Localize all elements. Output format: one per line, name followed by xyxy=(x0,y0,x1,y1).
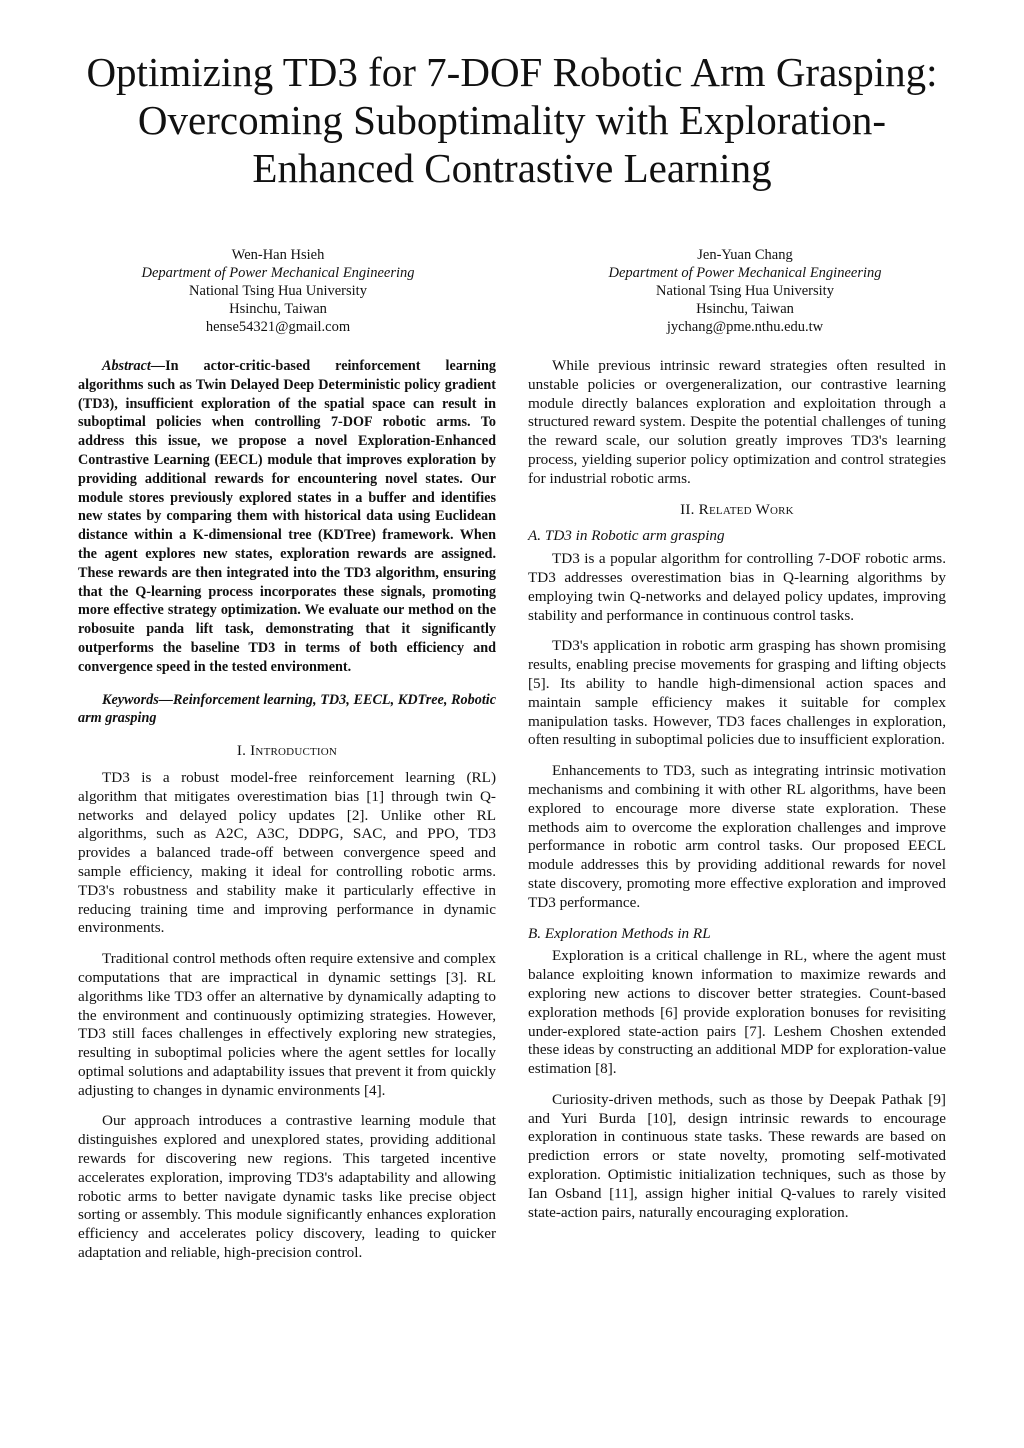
body-paragraph: Enhancements to TD3, such as integrating intrinsic motivation mechanisms and combining it with other RL algorithms, have been explored to encourage more diverse state exploration. These methods aim to overcome the exploration challenges and improve performance in robotic arm control tasks. Our proposed EECL module addresses this by providing additional rewards for novel state discovery, promoting more effective exploration and improved TD3 performance. xyxy=(528,762,946,911)
body-paragraph: TD3's application in robotic arm grasping has shown promising results, enabling precise movements for grasping and lifting objects [5]. Its ability to handle high-dimensional action spaces and maintain sample efficiency makes it suitable for complex manipulation tasks. However, TD3 faces challenges in exploration, often resulting in suboptimal policies due to insufficient exploration. xyxy=(528,637,946,749)
author-block-2 xyxy=(565,246,925,336)
body-paragraph: Traditional control methods often require extensive and complex computations that are impractical in dynamic settings [3]. RL algorithms like TD3 offer an alternative by dynamically adapting to the environment and continuously optimizing strategies. However, TD3 still faces challenges in effectively exploring new strategies, resulting in suboptimal policies where the agent settles for locally optimal solutions and adaptability issues that prevent it from quickly adjusting to changes in dynamic environments [4]. xyxy=(78,950,496,1099)
abstract-label: Abstract— xyxy=(102,358,166,374)
author-email: hense54321@gmail.com xyxy=(205,319,351,335)
subsection-heading-exploration: B. Exploration Methods in RL xyxy=(528,924,711,942)
body-paragraph: TD3 is a robust model-free reinforcement learning (RL) algorithm that mitigates overestimation bias [1] through twin Q-networks and delayed policy updates [2]. Unlike other RL algorithms, such as A2C, A3C, DDPG, SAC, and PPO, TD3 provides a balanced trade-off between convergence speed and sample efficiency, making it ideal for controlling robotic arms. TD3's robustness and stability make it particularly effective in reducing training time and improving performance in dynamic environments. xyxy=(78,768,496,937)
paper-title: Optimizing TD3 for 7-DOF Robotic Arm Grasping: Overcoming Suboptimality with Exploration-Enhanced Contrastive Learning xyxy=(86,49,938,191)
left-column xyxy=(78,357,496,1275)
section-heading-introduction: I. Introduction xyxy=(236,742,338,760)
author-university: National Tsing Hua University xyxy=(656,283,834,299)
keywords-text: Reinforcement learning, TD3, EECL, KDTree, Robotic arm grasping xyxy=(78,691,496,727)
author-name: Wen-Han Hsieh xyxy=(231,247,325,263)
author-email: jychang@pme.nthu.edu.tw xyxy=(666,319,824,335)
body-paragraph: TD3 is a popular algorithm for controlling 7-DOF robotic arms. TD3 addresses overestimation bias in Q-learning algorithms by employing twin Q-networks and delayed policy updates, improving stability and performance in continuous control tasks. xyxy=(528,550,946,624)
abstract-text: In actor-critic-based reinforcement learning algorithms such as Twin Delayed Deep Deterministic policy gradient (TD3), insufficient exploration of the spatial space can result in suboptimal policies when controlling 7-DOF robotic arms. To address this issue, we propose a novel Exploration-Enhanced Contrastive Learning (EECL) module that improves exploration by providing additional rewards for encountering novel states. Our module stores previously explored states in a buffer and identifies new states by comparing them with historical data using Euclidean distance within a K-dimensional tree (KDTree) framework. When the agent explores new states, exploration rewards are assigned. These rewards are then integrated into the TD3 algorithm, ensuring that the Q-learning process incorporates these signals, promoting more effective strategy optimization. We evaluate our method on the robosuite panda lift task, demonstrating that it significantly outperforms the baseline TD3 in terms of both efficiency and convergence speed in the tested environment. xyxy=(78,358,496,675)
subsection-heading-td3: A. TD3 in Robotic arm grasping xyxy=(528,527,725,545)
right-column xyxy=(528,357,946,1234)
author-department: Department of Power Mechanical Engineering xyxy=(608,265,882,281)
body-paragraph: While previous intrinsic reward strategies often resulted in unstable policies or overgeneralization, our contrastive learning module directly balances exploration and exploitation through a structured reward system. Despite the potential challenges of tuning the reward scale, our solution greatly improves TD3's learning process, yielding superior policy optimization and control strategies for industrial robotic arms. xyxy=(528,357,946,487)
body-paragraph: Our approach introduces a contrastive learning module that distinguishes explored and unexplored states, providing additional rewards for discovering new regions. This targeted incentive accelerates exploration, improving TD3's adaptability and allowing robotic arms to better navigate dynamic tasks like precise object sorting or assembly. This module significantly enhances exploration efficiency and accelerates policy discovery, leading to quicker adaptation and reliable, high-precision control. xyxy=(78,1112,496,1262)
author-location: Hsinchu, Taiwan xyxy=(229,301,327,317)
author-block-1 xyxy=(98,246,458,336)
keywords-label: Keywords— xyxy=(102,691,173,708)
abstract xyxy=(78,357,496,677)
author-department: Department of Power Mechanical Engineering xyxy=(141,265,415,281)
author-name: Jen-Yuan Chang xyxy=(697,247,793,263)
body-paragraph: Exploration is a critical challenge in RL, where the agent must balance exploiting known information to maximize rewards and exploring new actions to discover better strategies. Count-based exploration methods [6] provide exploration bonuses for revisiting under-explored state-action pairs [7]. Leshem Choshen extended these ideas by constructing an additional MDP for exploration-value estimation [8]. xyxy=(528,947,946,1078)
author-university: National Tsing Hua University xyxy=(189,283,367,299)
body-paragraph: Curiosity-driven methods, such as those by Deepak Pathak [9] and Yuri Burda [10], design intrinsic rewards to encourage exploration in continuous state tasks. These rewards are based on prediction errors or state novelty, promoting self-motivated exploration. Optimistic initialization techniques, such as those by Ian Osband [11], assign higher initial Q-values to rarely visited state-action pairs, naturally encouraging exploration. xyxy=(528,1090,946,1221)
section-heading-related-work: II. Related Work xyxy=(680,500,794,518)
keywords xyxy=(78,691,496,729)
author-location: Hsinchu, Taiwan xyxy=(696,301,794,317)
